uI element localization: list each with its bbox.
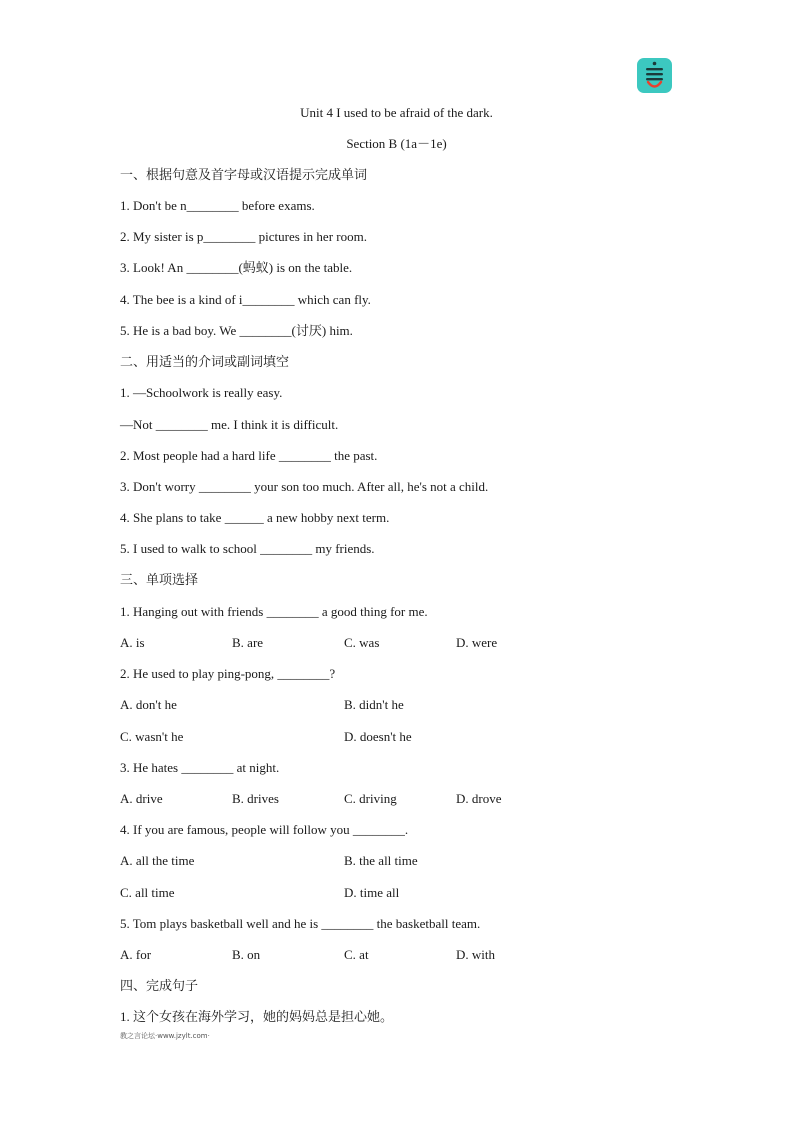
answer-option: A. is xyxy=(120,635,145,650)
answer-option: D. time all xyxy=(344,885,400,900)
footer-watermark: 教之言论坛·www.jzylt.com· xyxy=(120,1032,210,1040)
section-heading: 二、用适当的介词或副词填空 xyxy=(120,354,290,369)
answer-option: D. with xyxy=(456,947,495,962)
answer-option: C. at xyxy=(344,947,369,962)
page-subtitle: Section B (1a－1e) xyxy=(346,136,447,151)
answer-option: C. driving xyxy=(344,791,397,806)
section-heading: 三、单项选择 xyxy=(120,572,199,587)
answer-option: B. on xyxy=(232,947,261,962)
answer-option: D. drove xyxy=(456,791,502,806)
answer-option: C. wasn't he xyxy=(120,729,184,744)
exercise-line: 3. Look! An ________(蚂蚁) is on the table. xyxy=(120,260,353,275)
exercise-line: 1. 这个女孩在海外学习，她的妈妈总是担心她。 xyxy=(120,1009,394,1024)
exercise-line: 1. —Schoolwork is really easy. xyxy=(120,385,283,400)
exercise-line: 4. The bee is a kind of i________ which can fly. xyxy=(120,292,371,307)
answer-option: B. the all time xyxy=(344,853,418,868)
answer-option: C. was xyxy=(344,635,380,650)
exercise-line: 4. She plans to take ______ a new hobby next term. xyxy=(120,510,390,525)
answer-option: B. are xyxy=(232,635,264,650)
section-heading: 四、完成句子 xyxy=(120,978,199,993)
exercise-line: 2. Most people had a hard life ________ the past. xyxy=(120,448,378,463)
answer-option: B. drives xyxy=(232,791,279,806)
page-title: Unit 4 I used to be afraid of the dark. xyxy=(300,105,493,120)
answer-option: A. don't he xyxy=(120,697,177,712)
exercise-line: 5. I used to walk to school ________ my friends. xyxy=(120,541,375,556)
answer-option: A. all the time xyxy=(120,853,195,868)
exercise-line: 2. My sister is p________ pictures in her room. xyxy=(120,229,367,244)
answer-option: A. for xyxy=(120,947,152,962)
question-stem: 3. He hates ________ at night. xyxy=(120,760,280,775)
logo-icon xyxy=(637,58,672,93)
question-stem: 2. He used to play ping-pong, ________? xyxy=(120,666,336,681)
section-heading: 一、根据句意及首字母或汉语提示完成单词 xyxy=(120,167,368,182)
question-stem: 1. Hanging out with friends ________ a good thing for me. xyxy=(120,604,428,619)
answer-option: B. didn't he xyxy=(344,697,404,712)
exercise-line: —Not ________ me. I think it is difficult. xyxy=(120,417,339,432)
exercise-line: 5. He is a bad boy. We ________(讨厌) him. xyxy=(120,323,353,338)
question-stem: 4. If you are famous, people will follow you ________. xyxy=(120,822,409,837)
exercise-line: 1. Don't be n________ before exams. xyxy=(120,198,315,213)
exercise-line: 3. Don't worry ________ your son too much. After all, he's not a child. xyxy=(120,479,489,494)
answer-option: A. drive xyxy=(120,791,163,806)
answer-option: D. were xyxy=(456,635,498,650)
answer-option: D. doesn't he xyxy=(344,729,412,744)
answer-option: C. all time xyxy=(120,885,175,900)
question-stem: 5. Tom plays basketball well and he is ________ the basketball team. xyxy=(120,916,481,931)
